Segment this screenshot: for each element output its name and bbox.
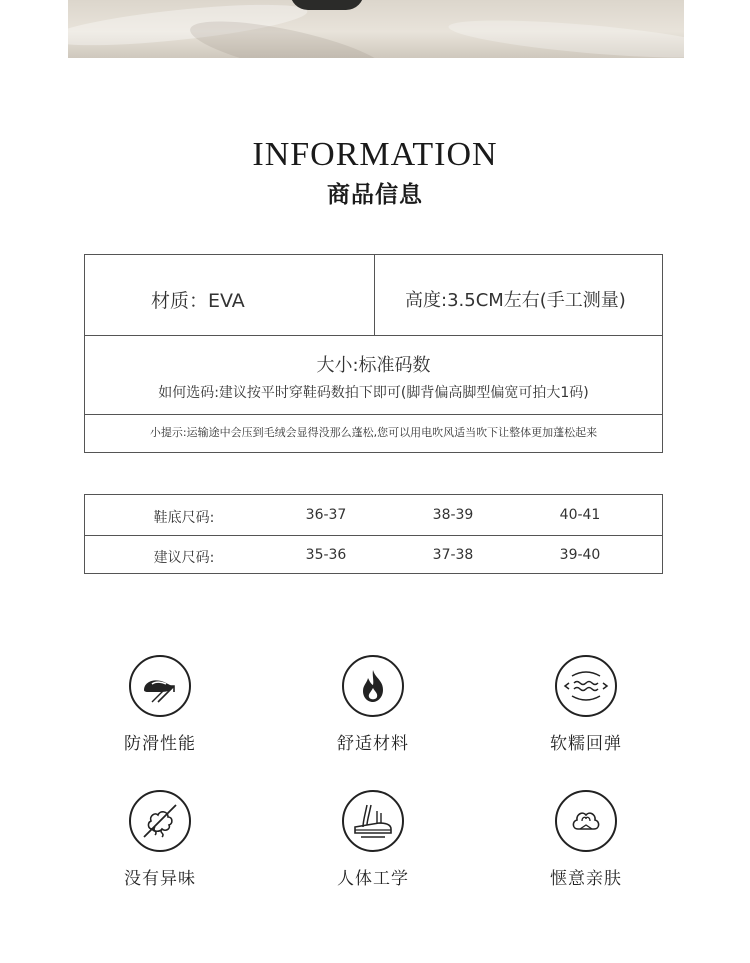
feature-ergonomic bbox=[308, 790, 438, 889]
size-cell: 40-41 bbox=[559, 507, 601, 523]
row-label: 建议尺码: bbox=[153, 550, 215, 566]
size-cell: 35-36 bbox=[305, 547, 347, 563]
section-title-chinese: 商品信息 bbox=[327, 182, 423, 208]
section-title-english: INFORMATION bbox=[252, 136, 498, 173]
cell-divider bbox=[374, 255, 375, 335]
flame-icon bbox=[342, 655, 404, 717]
cotton-icon bbox=[555, 790, 617, 852]
size-chart-table bbox=[84, 494, 663, 574]
feature-skin-friendly bbox=[521, 790, 651, 889]
size-cell: 37-38 bbox=[432, 547, 474, 563]
feature-soft-rebound bbox=[521, 655, 651, 754]
ergonomic-foot-icon bbox=[342, 790, 404, 852]
size-advice-text: 如何选码:建议按平时穿鞋码数拍下即可(脚背偏高脚型偏宽可拍大1码) bbox=[158, 385, 589, 401]
feature-anti-slip bbox=[95, 655, 225, 754]
size-cell: 39-40 bbox=[559, 547, 601, 563]
table-row bbox=[85, 495, 662, 536]
product-info-table bbox=[84, 254, 663, 453]
info-row-material-height bbox=[85, 255, 662, 336]
table-row bbox=[85, 535, 662, 573]
feature-label: 防滑性能 bbox=[124, 734, 196, 754]
product-photo-strip bbox=[68, 0, 684, 58]
tip-text: 小提示:运输途中会压到毛绒会显得没那么蓬松,您可以用电吹风适当吹下让整体更加蓬松起来 bbox=[149, 426, 598, 439]
feature-label: 没有异味 bbox=[124, 869, 196, 889]
size-cell: 38-39 bbox=[432, 507, 474, 523]
no-odor-icon bbox=[129, 790, 191, 852]
feature-comfort-material bbox=[308, 655, 438, 754]
feature-no-odor bbox=[95, 790, 225, 889]
feature-label: 软糯回弹 bbox=[550, 734, 622, 754]
feature-label: 人体工学 bbox=[337, 869, 409, 889]
row-label: 鞋底尺码: bbox=[153, 510, 215, 526]
size-cell: 36-37 bbox=[305, 507, 347, 523]
size-title-text: 大小:标准码数 bbox=[316, 355, 431, 376]
feature-label: 舒适材料 bbox=[337, 734, 409, 754]
feature-label: 惬意亲肤 bbox=[550, 869, 622, 889]
height-text: 高度:3.5CM左右(手工测量) bbox=[405, 290, 626, 311]
info-row-size bbox=[85, 335, 662, 415]
material-text: 材质：EVA bbox=[151, 290, 245, 312]
slipper-anti-slip-icon bbox=[129, 655, 191, 717]
wave-rebound-icon bbox=[555, 655, 617, 717]
